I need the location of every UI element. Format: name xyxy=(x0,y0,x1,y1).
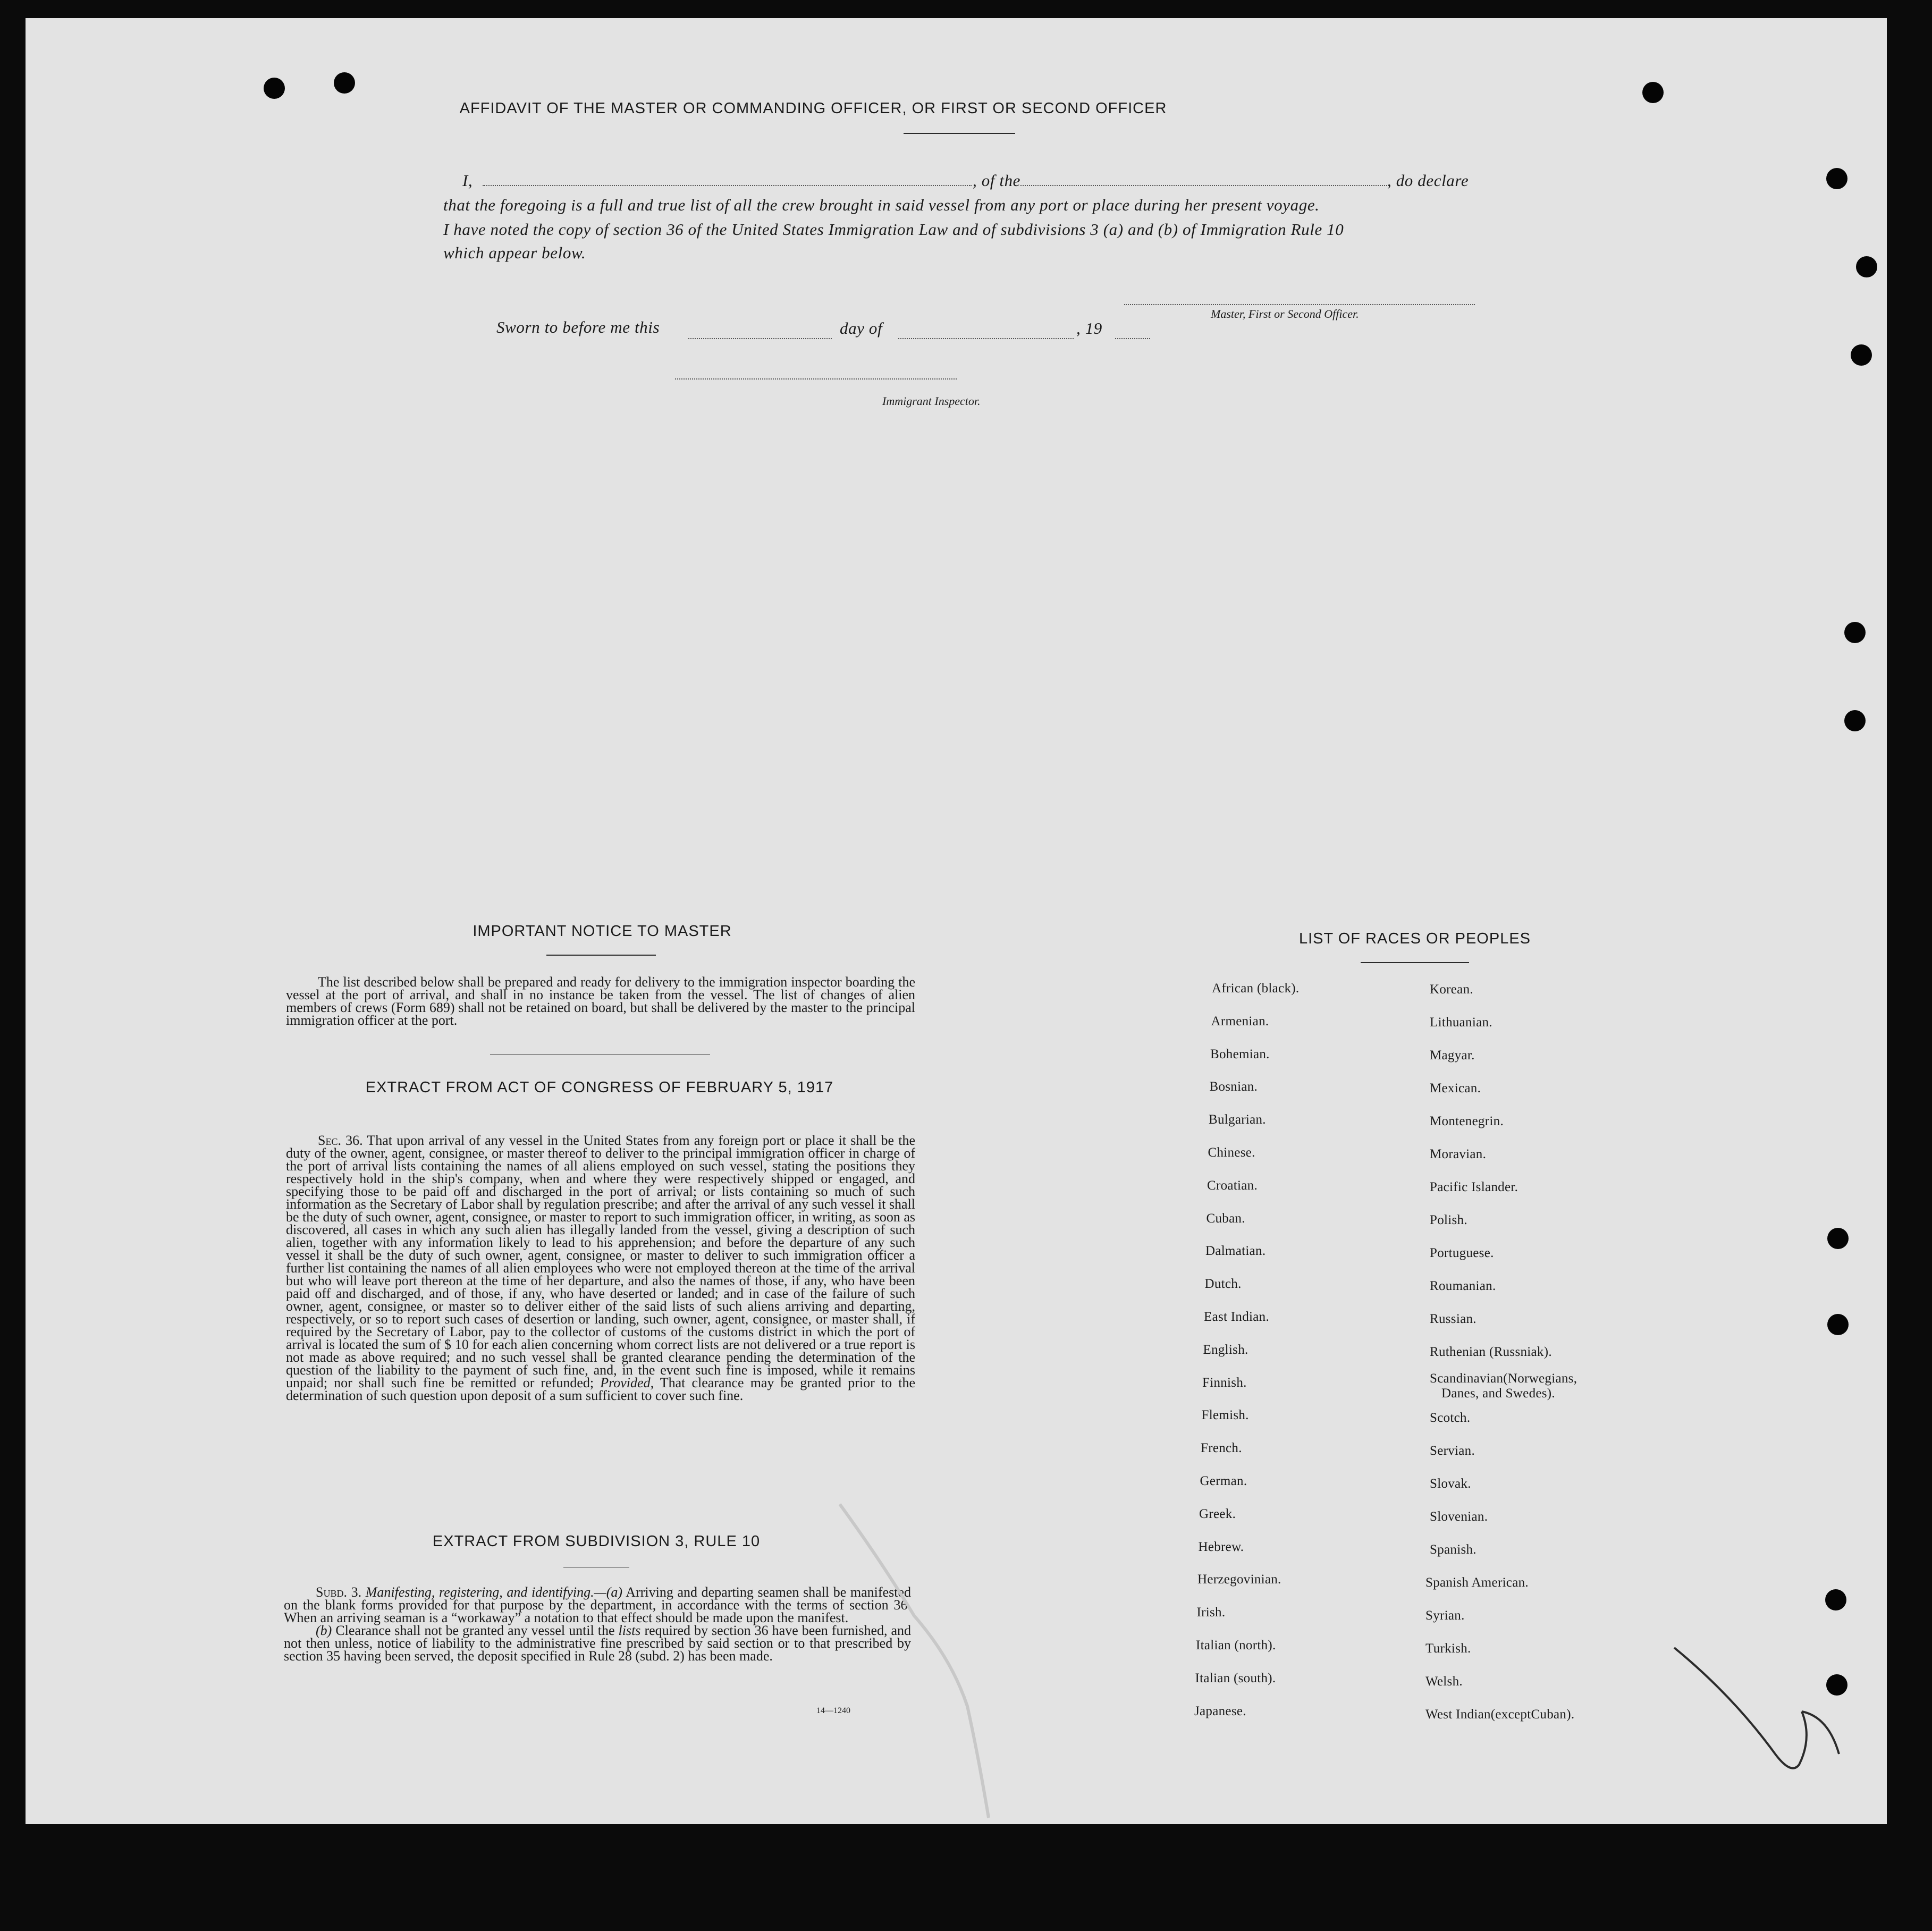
race-item: Spanish American. xyxy=(1425,1575,1529,1590)
punch-hole xyxy=(1825,1589,1846,1610)
rule-text xyxy=(284,1586,911,1663)
race-item: Italian (south). xyxy=(1195,1671,1276,1685)
race-item: Slovak. xyxy=(1430,1477,1471,1491)
race-item: German. xyxy=(1200,1474,1247,1488)
race-item: Scotch. xyxy=(1430,1411,1471,1425)
subd-b-body-2: required by section 36 have been furnished, and not then unless, notice of liability to the administrative fine prescribed by said section or to that prescribed by section 35 having been served, the deposit specified in Rule 28 (subd. 2) has been made. xyxy=(284,1623,912,1664)
race-item: Lithuanian. xyxy=(1430,1015,1492,1030)
declarant-name-blank xyxy=(483,185,972,186)
sworn-label: Sworn to before me this xyxy=(496,318,660,336)
paper-crease xyxy=(829,1499,1063,1828)
race-item: Russian. xyxy=(1430,1312,1477,1326)
act-title: EXTRACT FROM ACT OF CONGRESS OF FEBRUARY 5, 1917 xyxy=(365,1079,834,1096)
punch-hole xyxy=(1851,344,1872,366)
race-item: Ruthenian (Russniak). xyxy=(1430,1345,1552,1359)
race-item: Mexican. xyxy=(1430,1081,1481,1095)
affidavit-title: AFFIDAVIT OF THE MASTER OR COMMANDING OFFICER, OR FIRST OR SECOND OFFICER xyxy=(459,100,1167,117)
subd-b-paragraph xyxy=(284,1624,911,1663)
race-item: English. xyxy=(1203,1342,1248,1357)
race-item: Dutch. xyxy=(1204,1277,1242,1292)
race-item: Syrian. xyxy=(1425,1608,1465,1623)
race-item: Korean. xyxy=(1430,982,1473,997)
provided-label: Provided, xyxy=(600,1375,654,1390)
section-36-text xyxy=(286,1134,915,1402)
race-item: West Indian(exceptCuban). xyxy=(1425,1707,1575,1722)
race-item: Irish. xyxy=(1196,1605,1226,1620)
section-36-paragraph xyxy=(286,1134,915,1402)
inspector-signature-blank xyxy=(675,378,957,380)
race-item: Scandinavian(Norwegians, xyxy=(1430,1371,1577,1386)
master-signature-label: Master, First or Second Officer. xyxy=(1211,307,1359,321)
race-item: Greek. xyxy=(1199,1506,1236,1521)
race-item: Chinese. xyxy=(1208,1145,1255,1160)
race-item: Hebrew. xyxy=(1198,1539,1244,1554)
race-item: African (black). xyxy=(1212,981,1300,996)
form-number: 14—1240 xyxy=(816,1706,850,1715)
race-item: Welsh. xyxy=(1425,1674,1463,1689)
race-item: Bulgarian. xyxy=(1209,1112,1266,1127)
notice-paragraph: The list described below shall be prepared and ready for delivery to the immigration inspector boarding the vessel at the port of arrival, and shall in no instance be taken from the vessel. The list of changes of alien members of crews (Form 689) shall not be retained on board, but shall be delivered by the master to the principal immigration officer at the port. xyxy=(286,974,915,1028)
notice-title: IMPORTANT NOTICE TO MASTER xyxy=(473,923,732,940)
sworn-month-blank xyxy=(898,338,1074,339)
subd-label: Subd. 3. xyxy=(316,1584,362,1600)
punch-hole xyxy=(1826,168,1847,189)
affidavit-line-4: which appear below. xyxy=(443,243,586,262)
races-title: LIST OF RACES OR PEOPLES xyxy=(1298,930,1531,947)
race-item: Italian (north). xyxy=(1196,1638,1276,1652)
divider xyxy=(1361,962,1469,963)
punch-hole xyxy=(264,78,285,99)
subd-b-body-1: Clearance shall not be granted any vessel until the xyxy=(335,1623,615,1638)
sec-label: Sec. 36. xyxy=(318,1133,363,1148)
race-item: Japanese. xyxy=(1194,1704,1246,1718)
punch-hole xyxy=(1844,710,1866,731)
subd-b-label: (b) xyxy=(316,1623,332,1638)
subd-a-paragraph xyxy=(284,1586,911,1624)
day-of-label: day of xyxy=(840,319,883,338)
sec-body: That upon arrival of any vessel in the United States from any foreign port or place it shall be the duty of the owner, agent, consignee, or master thereof to deliver to the principal immigration officer in charge of the port of arrival lists containing the names of all aliens employed on such vessel, stating the positions they respectively hold in the ship's company, when and where they were respectively shipped or engaged, and specifying those to be paid off and discharged in the port of arrival; or lists containing so much of such information as the Secretary of Labor shall by regulation prescribe; and after the arrival of any such vessel it shall be the duty of such owner, agent, consignee, or master to report to such immigration officer, in writing, as soon as discovered, all cases in which any such alien has illegally landed from the vessel, giving a description of such alien, together with any information likely to lead to his apprehension; and before the departure of any such vessel it shall be the duty of such owner, agent, consignee, or master to deliver to such immigration officer a further list containing the names of all alien employees who were not employed thereon at the time of the arrival but who will leave port thereon at the time of her departure, and also the names of those, if any, who have been paid off and discharged, and of those, if any, who have deserted or landed; and in case of the failure of such owner, agent, consignee, or master so to deliver either of the said lists of such aliens arriving and departing, respectively, or so to report such cases of desertion or landing, such owner, agent, consignee, or master shall, if required by the Secretary of Labor, pay to the collector of customs of the customs district in which the port of arrival is located the sum of $ 10 for each alien concerning whom correct lists are not delivered or a true report is not made as above required; and no such vessel shall be granted clearance pending the determination of the question of the liability to the payment of such fine, and, in the event such fine is imposed, while it remains unpaid; nor shall such fine be remitted or refunded; xyxy=(286,1133,916,1390)
race-item: Bosnian. xyxy=(1209,1080,1258,1094)
race-item: Polish. xyxy=(1430,1213,1467,1227)
rule-title: EXTRACT FROM SUBDIVISION 3, RULE 10 xyxy=(432,1533,761,1550)
race-item: Moravian. xyxy=(1430,1147,1487,1161)
declare-label: , do declare xyxy=(1387,171,1469,190)
sworn-day-blank xyxy=(688,338,832,339)
punch-hole xyxy=(1856,256,1877,277)
of-the-label: , of the xyxy=(973,171,1021,190)
master-signature-blank xyxy=(1124,304,1475,305)
affidavit-line-1 xyxy=(462,171,473,190)
year-label: , 19 xyxy=(1076,319,1102,338)
subd-title: Manifesting, registering, and identifying. xyxy=(365,1584,594,1600)
subd-a-body: Arriving and departing seamen shall be manifested on the blank forms provided for that purpose by the department, in accordance with the terms of section 36. When an arriving seaman is a “workaway” a notation to that effect should be made upon the manifest. xyxy=(284,1584,911,1625)
vessel-name-blank xyxy=(1020,185,1387,186)
pencil-checkmark xyxy=(1669,1632,1844,1781)
race-item: Finnish. xyxy=(1202,1375,1247,1390)
race-item: Dalmatian. xyxy=(1205,1244,1266,1259)
punch-hole xyxy=(1844,622,1866,643)
punch-hole xyxy=(1642,82,1664,103)
race-item: Flemish. xyxy=(1201,1408,1249,1423)
provided-body: That clearance may be granted prior to the determination of such question upon deposit of a sum sufficient to cover such fine. xyxy=(286,1375,916,1403)
race-item: Montenegrin. xyxy=(1430,1114,1504,1128)
affidavit-line-2: that the foregoing is a full and true list of all the crew brought in said vessel from any port or place during her present voyage. xyxy=(443,196,1320,214)
race-item: Armenian. xyxy=(1211,1014,1269,1028)
punch-hole xyxy=(1827,1314,1849,1335)
inspector-label: Immigrant Inspector. xyxy=(882,394,981,408)
divider xyxy=(546,955,656,956)
subd-b-lists: lists xyxy=(618,1623,641,1638)
race-item: Pacific Islander. xyxy=(1430,1180,1518,1194)
race-item: Turkish. xyxy=(1425,1641,1471,1656)
declarant-prefix: I, xyxy=(462,171,473,190)
sworn-year-blank xyxy=(1115,338,1150,339)
race-item: Herzegovinian. xyxy=(1197,1572,1281,1587)
divider xyxy=(904,133,1015,134)
race-item: Croatian. xyxy=(1207,1178,1258,1193)
race-item: Cuban. xyxy=(1206,1211,1245,1226)
notice-text xyxy=(286,976,915,1027)
race-item: Servian. xyxy=(1430,1444,1475,1458)
race-item: Slovenian. xyxy=(1430,1510,1488,1524)
race-item: Danes, and Swedes). xyxy=(1441,1386,1555,1401)
subd-a-label: —(a) xyxy=(594,1584,623,1600)
race-item: East Indian. xyxy=(1204,1310,1270,1324)
race-item: Magyar. xyxy=(1430,1048,1475,1063)
race-item: Portuguese. xyxy=(1430,1246,1494,1260)
punch-hole xyxy=(1827,1228,1849,1249)
race-item: Bohemian. xyxy=(1210,1047,1270,1061)
race-item: French. xyxy=(1201,1441,1242,1456)
race-item: Spanish. xyxy=(1430,1542,1477,1557)
punch-hole xyxy=(334,72,355,94)
affidavit-line-3: I have noted the copy of section 36 of the United States Immigration Law and of subdivisions 3 (a) and (b) of Immigration Rule 10 xyxy=(443,220,1344,239)
race-item: Roumanian. xyxy=(1430,1279,1496,1293)
